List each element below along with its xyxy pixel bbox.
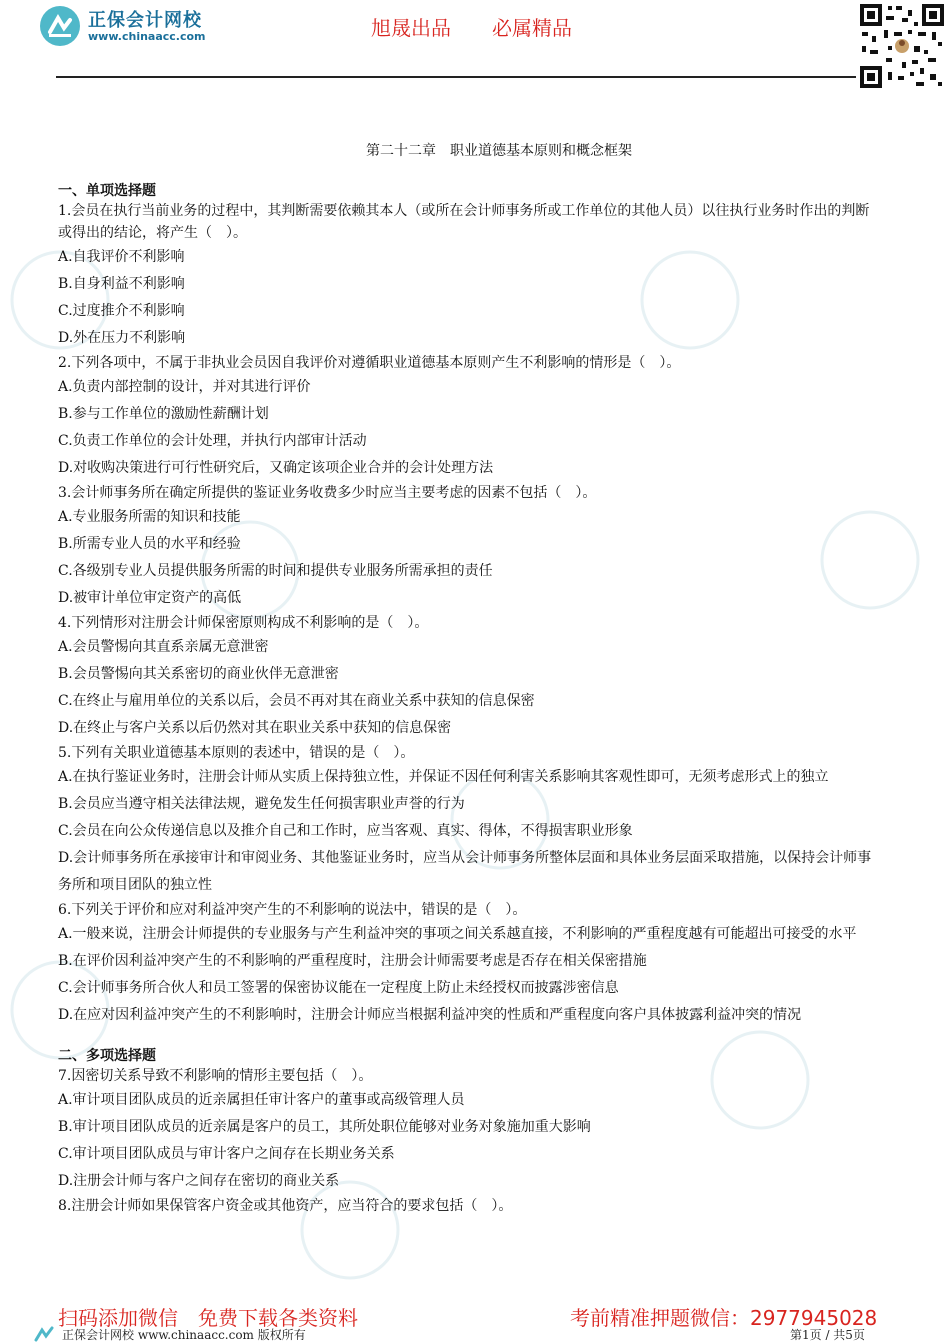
question-option: D.在应对因利益冲突产生的不利影响时，注册会计师应当根据利益冲突的性质和严重程度向客户具体披露利益冲突的情况	[58, 1007, 802, 1023]
question-stem: 7.因密切关系导致不利影响的情形主要包括（ ）。	[58, 1068, 373, 1084]
qr-code-icon	[858, 2, 946, 90]
question-option: A.自我评价不利影响	[58, 249, 185, 265]
question-stem: 8.注册会计师如果保管客户资金或其他资产，应当符合的要求包括（ ）。	[58, 1198, 513, 1214]
question-option: D.在终止与客户关系以后仍然对其在职业关系中获知的信息保密	[58, 720, 452, 736]
question-option: A.一般来说，注册会计师提供的专业服务与产生利益冲突的事项之间关系越直接，不利影响的严重程度越有可能超出可接受的水平	[58, 926, 857, 942]
question-option: D.会计师事务所在承接审计和审阅业务、其他鉴证业务时，应当从会计师事务所整体层面和具体业务层面采取措施，以保持会计师事务所和项目团队的独立性	[58, 850, 872, 893]
question-stem: 6.下列关于评价和应对利益冲突产生的不利影响的说法中，错误的是（ ）。	[58, 902, 527, 918]
chapter-title: 第二十二章 职业道德基本原则和概念框架	[366, 143, 632, 159]
question	[58, 352, 880, 482]
question-stem: 3.会计师事务所在确定所提供的鉴证业务收费多少时应当主要考虑的因素不包括（ ）。	[58, 485, 597, 501]
page-footer	[0, 1300, 950, 1344]
question-option: A.会员警惕向其直系亲属无意泄密	[58, 639, 269, 655]
header-slogan-2: 必属精品	[492, 16, 572, 40]
question	[58, 1195, 880, 1217]
question-option: B.在评价因利益冲突产生的不利影响的严重程度时，注册会计师需要考虑是否存在相关保密措施	[58, 953, 647, 969]
footer-logo-icon	[34, 1326, 54, 1342]
section-title: 二、多项选择题	[58, 1048, 156, 1064]
question-option: B.所需专业人员的水平和经验	[58, 536, 241, 552]
question	[58, 1065, 880, 1195]
question	[58, 200, 880, 352]
footer-copyright: 正保会计网校 www.chinaacc.com 版权所有	[62, 1328, 306, 1342]
question	[58, 899, 880, 1029]
brand-name: 正保会计网校	[88, 10, 202, 31]
question-option: D.对收购决策进行可行性研究后，又确定该项企业合并的会计处理方法	[58, 460, 494, 476]
footer-wechat-contact: 考前精准押题微信：2977945028	[570, 1306, 878, 1330]
question-option: C.会员在向公众传递信息以及推介自己和工作时，应当客观、真实、得体，不得损害职业形象	[58, 823, 633, 839]
question-option: D.注册会计师与客户之间存在密切的商业关系	[58, 1173, 340, 1189]
question-option: B.自身利益不利影响	[58, 276, 185, 292]
question-option: C.过度推介不利影响	[58, 303, 185, 319]
question-option: C.审计项目团队成员与审计客户之间存在长期业务关系	[58, 1146, 395, 1162]
question-option: D.被审计单位审定资产的高低	[58, 590, 242, 606]
question-stem: 4.下列情形对注册会计师保密原则构成不利影响的是（ ）。	[58, 615, 429, 631]
question-stem: 5.下列有关职业道德基本原则的表述中，错误的是（ ）。	[58, 745, 415, 761]
question-option: A.专业服务所需的知识和技能	[58, 509, 241, 525]
question	[58, 742, 880, 899]
question-stem: 2.下列各项中，不属于非执业会员因自我评价对遵循职业道德基本原则产生不利影响的情形是（ ）。	[58, 355, 681, 371]
question-option: A.审计项目团队成员的近亲属担任审计客户的董事或高级管理人员	[58, 1092, 465, 1108]
question-option: C.各级别专业人员提供服务所需的时间和提供专业服务所需承担的责任	[58, 563, 493, 579]
question-option: C.会计师事务所合伙人和员工签署的保密协议能在一定程度上防止未经授权而披露涉密信息	[58, 980, 619, 996]
section-multiple-choice	[58, 1047, 880, 1217]
question-option: D.外在压力不利影响	[58, 330, 186, 346]
header-divider	[56, 76, 856, 78]
question-option: B.审计项目团队成员的近亲属是客户的员工，其所处职位能够对业务对象施加重大影响	[58, 1119, 591, 1135]
question-option: C.负责工作单位的会计处理，并执行内部审计活动	[58, 433, 367, 449]
question-option: A.负责内部控制的设计，并对其进行评价	[58, 379, 311, 395]
question	[58, 482, 880, 612]
question-option: B.会员应当遵守相关法律法规，避免发生任何损害职业声誉的行为	[58, 796, 465, 812]
section-title: 一、单项选择题	[58, 183, 156, 199]
page-indicator: 第1页 / 共5页	[790, 1328, 865, 1342]
question-option: B.会员警惕向其关系密切的商业伙伴无意泄密	[58, 666, 339, 682]
page-header	[0, 0, 950, 100]
chinaacc-logo-icon	[38, 4, 82, 48]
question-option: C.在终止与雇用单位的关系以后，会员不再对其在商业关系中获知的信息保密	[58, 693, 535, 709]
question-stem: 1.会员在执行当前业务的过程中，其判断需要依赖其本人（或所在会计师事务所或工作单位的其他人员）以往执行业务时作出的判断或得出的结论，将产生（ ）。	[58, 203, 870, 241]
document-body	[58, 140, 880, 1217]
section-gap	[58, 1029, 880, 1047]
question-option: A.在执行鉴证业务时，注册会计师从实质上保持独立性，并保证不因任何利害关系影响其客观性即可，无须考虑形式上的独立	[58, 769, 829, 785]
section-single-choice	[58, 182, 880, 1029]
brand-url: www.chinaacc.com	[88, 30, 206, 43]
header-slogan-1: 旭晟出品	[371, 16, 451, 40]
footer-wechat-promo: 扫码添加微信 免费下载各类资料	[58, 1306, 358, 1330]
question-option: B.参与工作单位的激励性薪酬计划	[58, 406, 269, 422]
question	[58, 612, 880, 742]
